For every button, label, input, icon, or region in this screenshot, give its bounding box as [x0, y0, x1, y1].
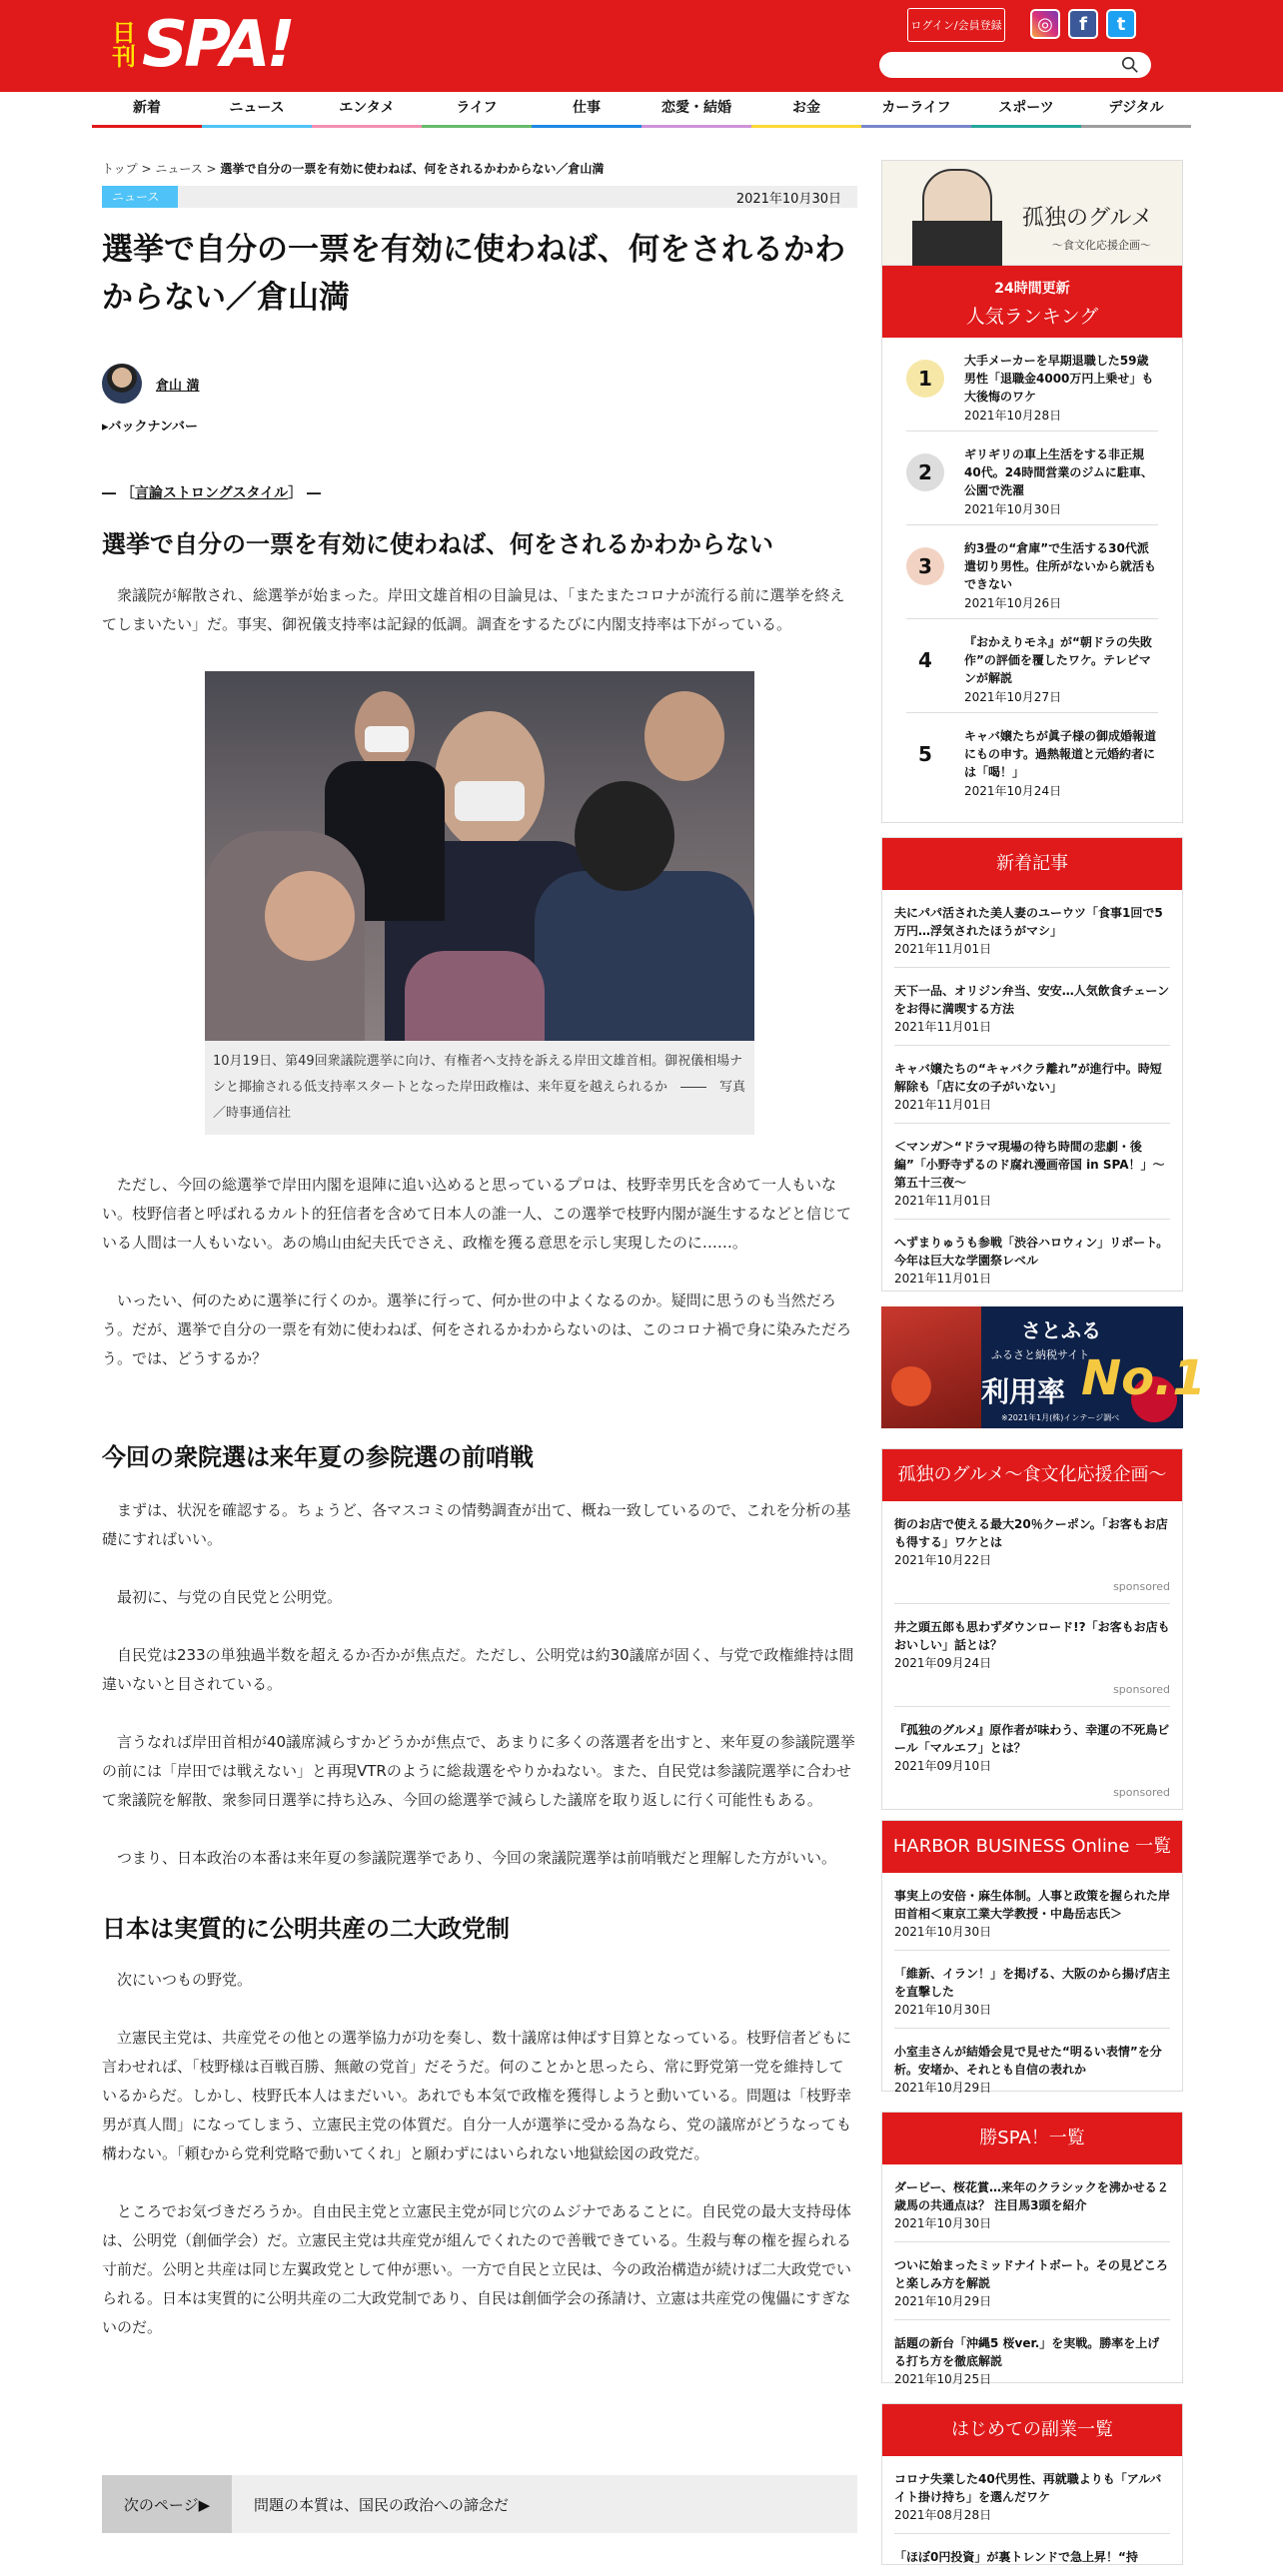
- article: [102, 160, 857, 2514]
- satofuru-brand: さとふる: [1021, 1318, 1101, 1342]
- fukugyo-list: [882, 2456, 1182, 2576]
- list-item[interactable]: [894, 890, 1170, 968]
- rank-body: [964, 445, 1158, 524]
- nav-item[interactable]: ニュース: [202, 92, 312, 128]
- item-title[interactable]: 夫にパパ活された美人妻のユーウツ「食事1回で5万円…浮気されたほうがマシ」: [894, 906, 1163, 938]
- item-date: 2021年11月01日: [894, 1272, 992, 1286]
- next-page-bar[interactable]: [102, 2475, 857, 2533]
- photo-image: [205, 671, 754, 1041]
- nav-item[interactable]: 新着: [92, 92, 202, 128]
- banner-title: 孤独のグルメ: [1022, 206, 1153, 231]
- item-title[interactable]: ＜マンガ＞“ドラマ現場の待ち時間の悲劇・後編”「小野寺ずるのド腐れ漫画帝国 in SPA！」～第五十三夜～: [894, 1140, 1165, 1190]
- rank-number: 2: [906, 453, 944, 491]
- author-name[interactable]: 倉山 満: [156, 378, 200, 394]
- article-photo: [205, 671, 754, 1135]
- rank-date: 2021年10月30日: [964, 502, 1062, 516]
- item-title[interactable]: 『孤独のグルメ』原作者が味わう、幸運の不死鳥ビール「マルエフ」とは？: [894, 1723, 1170, 1755]
- ranking-item[interactable]: [906, 619, 1158, 713]
- main-nav: [92, 92, 1191, 128]
- new-articles-header: 新着記事: [882, 838, 1182, 890]
- list-item[interactable]: [894, 1501, 1170, 1604]
- rank-number: 4: [906, 641, 944, 679]
- ranking-item[interactable]: [906, 713, 1158, 807]
- section-heading: 選挙で自分の一票を有効に使わねば、何をされるかわからない: [102, 530, 773, 558]
- item-date: 2021年11月01日: [894, 1020, 992, 1034]
- katsu-list: [882, 2164, 1182, 2397]
- list-item[interactable]: [894, 1604, 1170, 1707]
- nav-item[interactable]: お金: [751, 92, 861, 128]
- kodoku-header: 孤独のグルメ～食文化応援企画～: [882, 1449, 1182, 1501]
- search-icon[interactable]: [1121, 56, 1139, 74]
- item-date: 2021年10月30日: [894, 1925, 992, 1939]
- site-header: [0, 0, 1283, 92]
- author-block: [102, 362, 857, 406]
- item-title[interactable]: 天下一品、オリジン弁当、安安…人気飲食チェーンをお得に満喫する方法: [894, 984, 1170, 1016]
- facebook-icon[interactable]: f: [1068, 9, 1098, 39]
- breadcrumb-top[interactable]: トップ: [102, 162, 138, 176]
- paragraph: ところでお気づきだろうか。自由民主党と立憲民主党が同じ穴のムジナであることに。自民党の最大支持母体は、公明党（創価学会）だ。立憲民主党は共産党が組んでくれたので善戦できている。生殺与奪の権を握られる寸前だ。公明と共産は同じ左翼政党として仲が悪い。一方で自民と立民は、今の政治構造が続けば二大政党でいられる。日本は実質的に公明共産の二大政党制であり、自民は創価学会の孫請け、立憲は共産党の傀儡にすぎないのだ。: [102, 2202, 852, 2336]
- item-title[interactable]: コロナ失業した40代男性、再就職よりも「アルバイト掛け持ち」を選んだワケ: [894, 2472, 1162, 2504]
- section-heading: 日本は実質的に公明共産の二大政党制: [102, 1915, 510, 1943]
- paragraph: 立憲民主党は、共産党その他との選挙協力が功を奏し、数十議席は伸ばす目算となっている。枝野信者どもに言わせれば、「枝野様は百戦百勝、無敵の党首」だそうだ。何のことかと思ったら、常に野党第一党を維持しているからだ。しかし、枝野氏本人はまだいい。あれでも本気で政権を獲得しようと動いている。問題は「枝野幸男が真人間」になってしまう、立憲民主党の体質だ。自分一人が選挙に受かる為なら、党の議席がどうなっても構わない。「頼むから党利党略で動いてくれ」と願わずにはいられない地獄絵図の政党だ。: [102, 2029, 852, 2162]
- item-title[interactable]: 「維新、イラン！」を掲げる、大阪のから揚げ店主を直撃した: [894, 1967, 1171, 1999]
- item-date: 2021年10月29日: [894, 2294, 992, 2308]
- item-date: 2021年10月25日: [894, 2372, 992, 2386]
- breadcrumb-news[interactable]: ニュース: [155, 162, 203, 176]
- item-title[interactable]: 話題の新台「沖縄5 桜ver.」を実戦。勝率を上げる打ち方を徹底解説: [894, 2336, 1160, 2368]
- rank-title[interactable]: キャバ嬢たちが眞子様の御成婚報道にもの申す。過熱報道と元婚約者には「喝！」: [964, 729, 1157, 779]
- paragraph: まずは、状況を確認する。ちょうど、各マスコミの情勢調査が出て、概ね一致しているので、これを分析の基礎にすればいい。: [102, 1501, 851, 1548]
- paragraph: 自民党は233の単独過半数を超えるか否かが焦点だ。ただし、公明党は約30議席が固く、与党で政権維持は間違いないと目されている。: [102, 1646, 854, 1693]
- rank-title[interactable]: 約3畳の“倉庫”で生活する30代派遣切り男性。住所がないから就活もできない: [964, 541, 1157, 591]
- ranking-item[interactable]: [906, 525, 1158, 619]
- item-title[interactable]: へずまりゅうも参戦「渋谷ハロウィン」リポート。今年は巨大な学園祭レベル: [894, 1236, 1169, 1268]
- satofuru-no1: No.1: [1081, 1350, 1206, 1406]
- logo-kanji: 日刊: [112, 19, 136, 71]
- rank-number: 1: [906, 360, 944, 398]
- ranking-title: 人気ランキング: [965, 306, 1099, 328]
- logo-text: SPA!: [142, 8, 292, 82]
- paragraph: 次にいつもの野党。: [117, 1971, 253, 1989]
- list-item[interactable]: [894, 1707, 1170, 1809]
- list-item[interactable]: [894, 2242, 1170, 2320]
- rank-number: 5: [906, 735, 944, 773]
- nav-item[interactable]: 仕事: [532, 92, 642, 128]
- item-title[interactable]: キャバ嬢たちの“キャバクラ離れ”が進行中。時短解除も「店に女の子がいない」: [894, 1062, 1162, 1094]
- avatar[interactable]: [102, 364, 142, 404]
- ranking-sub: 24時間更新: [994, 281, 1070, 297]
- breadcrumb-sep: >: [137, 162, 156, 176]
- fukugyo-header: はじめての副業一覧: [882, 2404, 1182, 2456]
- katsu-box: [881, 2112, 1183, 2386]
- ranking-box: [881, 266, 1183, 823]
- breadcrumb-current: 選挙で自分の一票を有効に使わねば、何をされるかわからない／倉山満: [220, 162, 605, 176]
- list-item[interactable]: [894, 1124, 1170, 1220]
- section-heading: 今回の衆院選は来年夏の参院選の前哨戦: [102, 1443, 534, 1471]
- list-item[interactable]: [894, 968, 1170, 1046]
- katsu-header: 勝SPA！一覧: [882, 2113, 1182, 2164]
- article-title: 選挙で自分の一票を有効に使わねば、何をされるかわからない／倉山満: [102, 232, 845, 316]
- item-date: 2021年11月01日: [894, 1098, 992, 1112]
- item-date: 2021年09月10日: [894, 1759, 992, 1773]
- kodoku-banner[interactable]: [881, 160, 1183, 266]
- item-date: 2021年10月30日: [894, 2216, 992, 2230]
- item-date: 2021年10月22日: [894, 1553, 992, 1567]
- nav-item[interactable]: スポーツ: [971, 92, 1081, 128]
- list-item[interactable]: [894, 1220, 1170, 1296]
- item-title[interactable]: 「ほぼ0円投資」が裏トレンドで急上昇！“持: [894, 2550, 1138, 2564]
- item-title[interactable]: ダービー、桜花賞…来年のクラシックを沸かせる２歳馬の共通点は？ 注目馬3頭を紹介: [894, 2180, 1169, 2212]
- ranking-item[interactable]: [906, 431, 1158, 525]
- breadcrumb-sep: >: [202, 162, 221, 176]
- satofuru-sub: ふるさと納税サイト: [991, 1348, 1090, 1361]
- backnumber-link[interactable]: ▸バックナンバー: [102, 420, 198, 434]
- ranking-list: [882, 338, 1182, 807]
- series-name[interactable]: 言論ストロングスタイル: [134, 485, 289, 501]
- rank-date: 2021年10月26日: [964, 596, 1062, 610]
- nav-item[interactable]: 恋愛・結婚: [642, 92, 751, 128]
- series-label: [102, 482, 857, 502]
- rank-title[interactable]: ギリギリの車上生活をする非正規40代。24時間営業のジムに駐車、公園で洗濯: [964, 447, 1153, 497]
- harbor-box: [881, 1820, 1183, 2095]
- list-item[interactable]: [894, 2164, 1170, 2242]
- satofuru-label: 利用率: [981, 1375, 1066, 1408]
- series-suffix: ］ ―: [288, 485, 322, 501]
- ranking-item[interactable]: [906, 338, 1158, 431]
- item-date: 2021年11月01日: [894, 942, 992, 956]
- twitter-icon[interactable]: t: [1106, 9, 1136, 39]
- item-title[interactable]: 街のお店で使える最大20％クーポン。「お客もお店も得する」ワケとは: [894, 1517, 1168, 1549]
- paragraph: つまり、日本政治の本番は来年夏の参議院選挙であり、今回の衆議院選挙は前哨戦だと理解した方がいい。: [117, 1849, 837, 1867]
- satofuru-banner[interactable]: [881, 1306, 1206, 1428]
- nav-item[interactable]: カーライフ: [861, 92, 971, 128]
- rank-body: [964, 539, 1158, 618]
- rank-body: [964, 633, 1158, 712]
- search-input[interactable]: [879, 52, 1151, 78]
- ranking-header: [882, 266, 1182, 338]
- next-page-button[interactable]: 次のページ▶: [102, 2475, 232, 2533]
- rank-number: 3: [906, 547, 944, 585]
- paragraph: 最初に、与党の自民党と公明党。: [117, 1588, 343, 1606]
- new-articles-box: [881, 837, 1183, 1291]
- site-logo[interactable]: [110, 8, 292, 82]
- photo-caption: 10月19日、第49回衆議院選挙に向け、有権者へ支持を訴える岸田文雄首相。御祝儀相場ナシと揶揄される低支持率スタートとなった岸田政権は、来年夏を越えられるか ―― 写真／時事通信社: [205, 1041, 754, 1135]
- harbor-list: [882, 1873, 1182, 2106]
- item-title[interactable]: 小室圭さんが結婚会見で見せた“明るい表情”を分析。安堵か、それとも自信の表れか: [894, 2045, 1162, 2077]
- list-item[interactable]: [894, 1873, 1170, 1951]
- rank-body: [964, 352, 1158, 430]
- banner-subtitle: ～食文化応援企画～: [1052, 239, 1151, 252]
- instagram-icon[interactable]: ◎: [1030, 9, 1060, 39]
- item-date: 2021年09月24日: [894, 1656, 992, 1670]
- item-title[interactable]: ついに始まったミッドナイトボート。その見どころと楽しみ方を解説: [894, 2258, 1168, 2290]
- item-title[interactable]: 井之頭五郎も思わずダウンロード!?「お客もお店もおいしい」話とは？: [894, 1620, 1170, 1652]
- breadcrumb: [102, 160, 857, 182]
- nav-item[interactable]: デジタル: [1081, 92, 1191, 128]
- category-bar: [102, 186, 857, 208]
- sponsored-label: sponsored: [1113, 1683, 1170, 1696]
- satofuru-note: ※2021年1月(株)インテージ調べ: [1001, 1413, 1120, 1422]
- series-prefix: ― ［: [102, 485, 135, 501]
- list-item[interactable]: [894, 2320, 1170, 2397]
- paragraph: いったい、何のために選挙に行くのか。選挙に行って、何か世の中よくなるのか。疑問に思うのも当然だろう。だが、選挙で自分の一票を有効に使わねば、何をされるかわからないのは、このコロナ禍で身に染みただろう。では、どうするか？: [102, 1291, 852, 1367]
- nav-item[interactable]: エンタメ: [312, 92, 422, 128]
- paragraph: 衆議院が解散され、総選挙が始まった。岸田文雄首相の目論見は、「またまたコロナが流行る前に選挙を終えてしまいたい」だ。事実、御祝儀支持率は記録的低調。調査をするたびに内閣支持率は下がっている。: [102, 586, 845, 633]
- rank-body: [964, 727, 1158, 807]
- rank-title[interactable]: 大手メーカーを早期退職した59歳男性「退職金4000万円上乗せ」も大後悔のワケ: [964, 354, 1154, 404]
- rank-date: 2021年10月24日: [964, 784, 1062, 798]
- sponsored-label: sponsored: [1113, 1580, 1170, 1593]
- list-item[interactable]: [894, 1951, 1170, 2029]
- kodoku-box: [881, 1448, 1183, 1810]
- new-articles-list: [882, 890, 1182, 1296]
- list-item[interactable]: [894, 2534, 1170, 2576]
- list-item[interactable]: [894, 2456, 1170, 2534]
- list-item[interactable]: [894, 1046, 1170, 1124]
- fukugyo-box: [881, 2403, 1183, 2565]
- next-page-title[interactable]: 問題の本質は、国民の政治への諦念だ: [254, 2495, 510, 2514]
- item-date: 2021年08月28日: [894, 2508, 992, 2522]
- rank-date: 2021年10月27日: [964, 690, 1062, 704]
- login-button[interactable]: ログイン/会員登録: [907, 8, 1005, 42]
- kodoku-list: [882, 1501, 1182, 1809]
- rank-title[interactable]: 『おかえりモネ』が“朝ドラの失敗作”の評価を覆したワケ。テレビマンが解説: [964, 635, 1152, 685]
- category-badge[interactable]: ニュース: [102, 186, 178, 208]
- item-date: 2021年10月29日: [894, 2081, 992, 2095]
- nav-item[interactable]: ライフ: [422, 92, 532, 128]
- harbor-header: HARBOR BUSINESS Online 一覧: [882, 1821, 1182, 1873]
- list-item[interactable]: [894, 2029, 1170, 2106]
- item-title[interactable]: 事実上の安倍・麻生体制。人事と政策を握られた岸田首相＜東京工業大学教授・中島岳志氏＞: [894, 1889, 1171, 1921]
- item-date: 2021年11月01日: [894, 1194, 992, 1208]
- item-date: 2021年10月30日: [894, 2003, 992, 2017]
- article-date: 2021年10月30日: [735, 191, 841, 207]
- paragraph: ただし、今回の総選挙で岸田内閣を退陣に追い込めると思っているプロは、枝野幸男氏を含めて一人もいない。枝野信者と呼ばれるカルト的狂信者を含めて日本人の誰一人、この選挙で枝野内閣が誕生するなどと信じている人間は一人もいない。あの鳩山由紀夫氏でさえ、政権を獲る意思を示し実現したのに……。: [102, 1176, 852, 1252]
- paragraph: 言うなれば岸田首相が40議席減らすかどうかが焦点で、あまりに多くの落選者を出すと、来年夏の参議院選挙の前には「岸田では戦えない」と再現VTRのように総裁選をやりかねない。また、自民党は参議院選挙に合わせて衆議院を解散、衆参同日選挙に持ち込み、今回の総選挙で減らした議席を取り返しに行く可能性もある。: [102, 1733, 855, 1809]
- sponsored-label: sponsored: [1113, 1786, 1170, 1799]
- rank-date: 2021年10月28日: [964, 409, 1062, 423]
